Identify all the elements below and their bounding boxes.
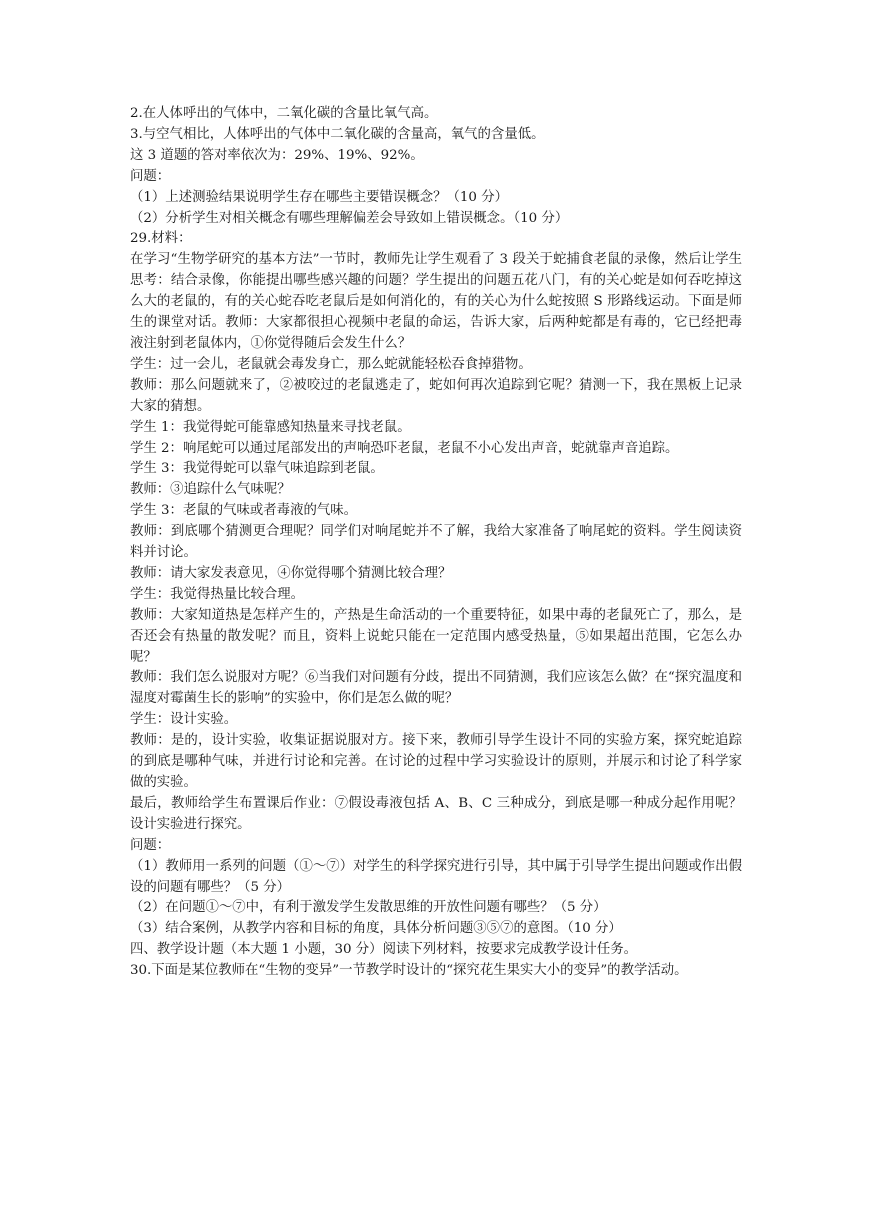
text-line: 3.与空气相比，人体呼出的气体中二氧化碳的含量高，氧气的含量低。: [130, 126, 545, 142]
paragraph: 30.下面是某位教师在“生物的变异”一节教学时设计的“探究花生果实大小的变异”的教学活动。: [130, 963, 688, 979]
question-item: （2）分析学生对相关概念有哪些理解偏差会导致如上错误概念。（10 分）: [130, 210, 569, 226]
dialogue-line: 学生：过一会儿，老鼠就会毒发身亡，那么蛇就能轻松吞食掉猎物。: [130, 356, 532, 372]
question-item: （1）上述测验结果说明学生存在哪些主要错误概念？（10 分）: [130, 189, 508, 205]
question-item: （1）教师用一系列的问题（①～⑦）对学生的科学探究进行引导，其中属于引导学生提出问题或作出假设的问题有哪些？（5 分）: [130, 858, 742, 895]
question-item: （2）在问题①～⑦中，有利于激发学生发散思维的开放性问题有哪些？（5 分）: [130, 900, 607, 916]
paragraph: 在学习“生物学研究的基本方法”一节时，教师先让学生观看了 3 段关于蛇捕食老鼠的录像，然后让学生思考：结合录像，你能提出哪些感兴趣的问题？学生提出的问题五花八门，有的关心蛇是如何吞吃掉这么大的老鼠的，有的关心蛇吞吃老鼠后是如何消化的，有的关心为什么蛇按照 S 形路线运动。下面是师生的课堂对话。教师：大家都很担心视频中老鼠的命运，告诉大家，后两种蛇都是有毒的，它已经把毒液注射到老鼠体内，①你觉得随后会发生什么？: [130, 252, 742, 351]
dialogue-line: 教师：我们怎么说服对方呢？⑥当我们对问题有分歧，提出不同猜测，我们应该怎么做？在“探究温度和湿度对霉菌生长的影响”的实验中，你们是怎么做的呢？: [130, 670, 742, 707]
dialogue-line: 学生：我觉得热量比较合理。: [130, 586, 305, 602]
section-label: 问题：: [130, 837, 171, 853]
dialogue-line: 教师：请大家发表意见，④你觉得哪个猜测比较合理？: [130, 565, 452, 581]
dialogue-line: 教师：是的，设计实验，收集证据说服对方。接下来，教师引导学生设计不同的实验方案，探究蛇追踪的到底是哪种气味，并进行讨论和完善。在讨论的过程中学习实验设计的原则，并展示和讨论了科学家做的实验。: [130, 733, 742, 790]
dialogue-line: 学生 2：响尾蛇可以通过尾部发出的声响恐吓老鼠，老鼠不小心发出声音，蛇就靠声音追踪。: [130, 440, 679, 456]
dialogue-line: 教师：到底哪个猜测更合理呢？同学们对响尾蛇并不了解，我给大家准备了响尾蛇的资料。学生阅读资料并讨论。: [130, 524, 742, 561]
paragraph: 最后，教师给学生布置课后作业：⑦假设毒液包括 A、B、C 三种成分，到底是哪一种成分起作用呢？设计实验进行探究。: [130, 795, 742, 832]
dialogue-line: 教师：大家知道热是怎样产生的，产热是生命活动的一个重要特征，如果中毒的老鼠死亡了，那么，是否还会有热量的散发呢？而且，资料上说蛇只能在一定范围内感受热量，⑤如果超出范围，它怎么办呢？: [130, 607, 742, 665]
section-heading: 四、教学设计题（本大题 1 小题，30 分）阅读下列材料，按要求完成教学设计任务。: [130, 942, 637, 958]
dialogue-line: 学生 3：老鼠的气味或者毒液的气味。: [130, 503, 358, 519]
question-item: （3）结合案例，从教学内容和目标的角度，具体分析问题③⑤⑦的意图。（10 分）: [130, 921, 622, 937]
section-label: 问题：: [130, 168, 171, 184]
text-line: 这 3 道题的答对率依次为：29%、19%、92%。: [130, 147, 424, 163]
dialogue-line: 学生 3：我觉得蛇可以靠气味追踪到老鼠。: [130, 461, 384, 477]
dialogue-line: 学生 1：我觉得蛇可能靠感知热量来寻找老鼠。: [130, 419, 411, 435]
dialogue-line: 学生：设计实验。: [130, 712, 238, 728]
section-label: 29.材料：: [130, 231, 192, 247]
text-line: 2.在人体呼出的气体中，二氧化碳的含量比氧气高。: [130, 106, 438, 121]
document-body: [130, 104, 742, 982]
dialogue-line: 教师：那么问题就来了，②被咬过的老鼠逃走了，蛇如何再次追踪到它呢？猜测一下，我在黑板上记录大家的猜想。: [130, 377, 742, 414]
dialogue-line: 教师：③追踪什么气味呢？: [130, 482, 291, 498]
